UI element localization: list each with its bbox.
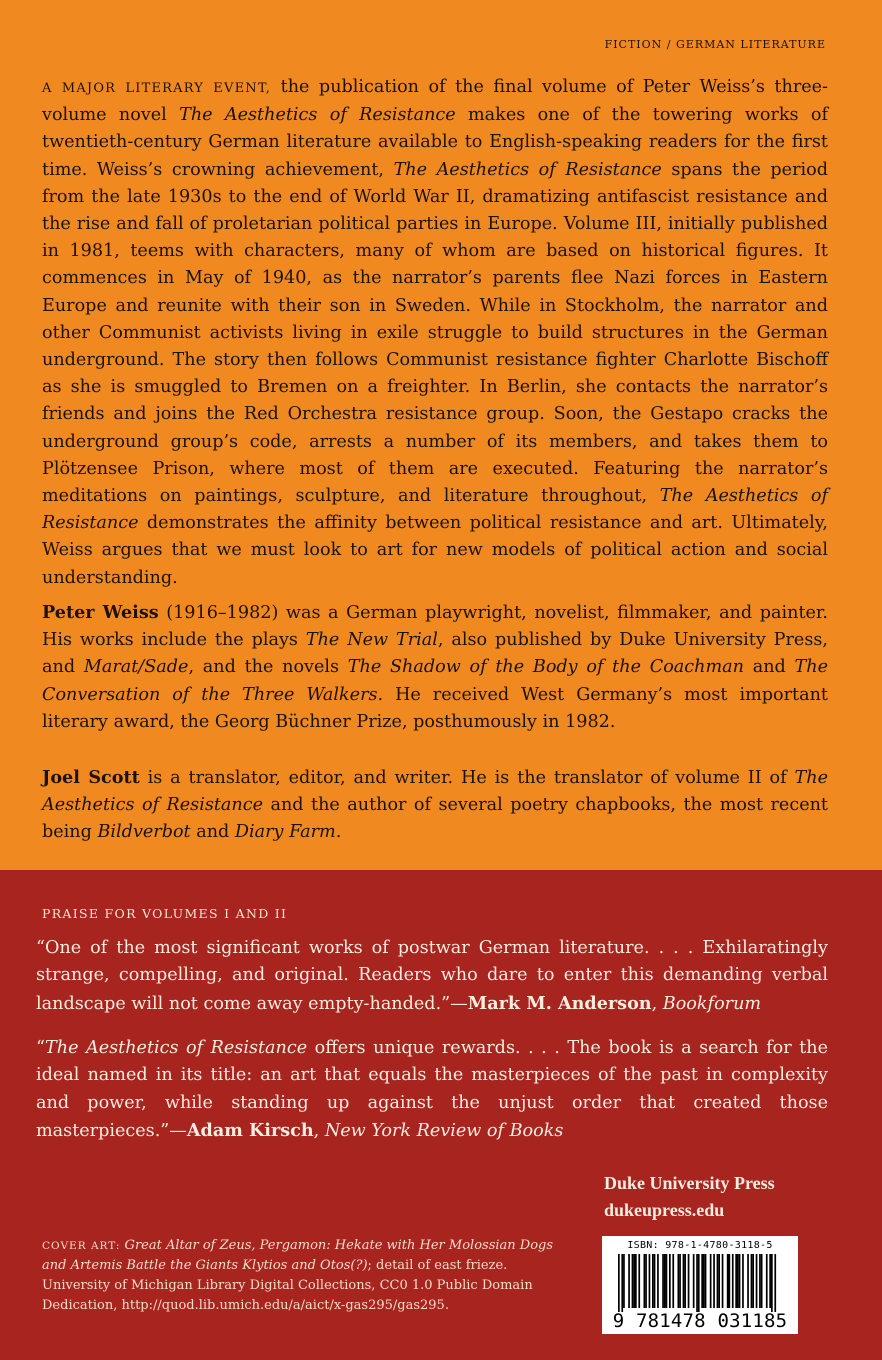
quote-1-sep: , (651, 993, 663, 1014)
barcode-bar (679, 1254, 681, 1308)
quote-1-text: “One of the most significant works of postwar German literature. . . . Exhilaratingly strange, compelling, and original. Readers who dare to enter this demanding verbal landscape will not come away empty-handed.”— (36, 938, 828, 1014)
quote-2-sep: , (313, 1121, 325, 1142)
description-blurb (42, 74, 828, 592)
barcode-bar (666, 1254, 668, 1308)
category-label: FICTION / GERMAN LITERATURE (604, 38, 826, 51)
barcode-bar (769, 1254, 771, 1308)
barcode-digits: 9 781478 031185 (612, 1310, 788, 1332)
praise-quote-2 (36, 1035, 828, 1146)
blurb-text-3: spans the period from the late 1930s to the end of World War II, dramatizing antifascist resistance and the rise and fall of proletarian political parties in Europe. Volume III, initially published in 1981, teems with characters, many of whom are based on historical figures. It commences in May of 1940, as the narrator’s parents flee Nazi forces in Eastern Europe and reunite with their son in Sweden. While in Stockholm, the narrator and other Communist activists living in exile struggle to build structures in the German underground. The story then follows Communist resistance fighter Charlotte Bischoff as she is smuggled to Bremen on a freighter. In Berlin, she contacts the narrator’s friends and joins the Red Orchestra resistance group. Soon, the Gestapo cracks the underground group’s code, arrests a number of its members, and takes them to Plötzensee Prison, where most of them are executed. Featuring the narrator’s meditations on paintings, sculpture, and literature throughout, (42, 159, 828, 507)
author-work-4: The Conversation of the Three Walkers. (42, 657, 828, 705)
cover-art-label: COVER ART: (42, 1240, 121, 1252)
author-work-3: The Shadow of the Body of the Coachman (347, 657, 744, 678)
author-bio-text-1: (1916–1982) was a German playwright, novelist, filmmaker, and painter. His works include the plays (42, 603, 828, 651)
barcode-bar (756, 1254, 758, 1308)
barcode-bar (623, 1254, 625, 1308)
barcode-bar (684, 1254, 686, 1308)
translator-bio (42, 764, 828, 847)
barcode-bar (722, 1254, 724, 1308)
barcode-bar (698, 1254, 700, 1312)
author-bio-text-5: He received West Germany’s most important literary award, the Georg Büchner Prize, posthumously in 1982. (42, 684, 828, 732)
barcode-bar (703, 1254, 705, 1308)
barcode-bar (732, 1254, 734, 1308)
barcode-bar (662, 1254, 664, 1308)
publisher-block (604, 1170, 775, 1224)
barcode-bar (632, 1254, 634, 1308)
author-work-2: Marat/Sade (83, 657, 189, 678)
quote-1-author: Mark M. Anderson (467, 992, 652, 1014)
blurb-text-1: the publication of the final volume of Peter Weiss’s three-volume novel (42, 77, 828, 126)
barcode-bar (771, 1254, 773, 1312)
translator-bio-text-4: . (335, 822, 342, 843)
cover-art-title: Great Altar of Zeus, Pergamon: Hekate with Her Molossian Dogs and Artemis Battle the Giants Klytios and Otos(?) (42, 1238, 554, 1273)
blurb-title-1: The Aesthetics of Resistance (179, 105, 456, 126)
translator-bio-text-2: and the author of several poetry chapbooks, the most recent being (42, 795, 829, 843)
barcode-bar (701, 1254, 703, 1308)
quote-2-title: The Aesthetics of Resistance (45, 1038, 308, 1058)
barcode-bar (766, 1254, 768, 1308)
barcode-bar (649, 1254, 651, 1308)
author-name: Peter Weiss (42, 602, 159, 623)
publisher-url: dukeupress.edu (604, 1200, 725, 1220)
author-bio-text-4: and (743, 657, 795, 678)
barcode-bar (664, 1254, 666, 1308)
barcode-bar (644, 1254, 646, 1308)
author-bio-text-2: , also published by Duke University Press, and (42, 630, 828, 678)
praise-heading: PRAISE FOR VOLUMES I AND II (42, 906, 288, 921)
barcode-bar (621, 1254, 623, 1312)
barcode-bar (752, 1254, 754, 1308)
quote-2-author: Adam Kirsch (186, 1120, 314, 1142)
barcode-bar (683, 1254, 685, 1308)
barcode-bar (657, 1254, 659, 1308)
barcode-bar (742, 1254, 744, 1308)
barcode-bar (678, 1254, 680, 1308)
barcode-bar (638, 1254, 640, 1308)
blurb-text-2: makes one of the towering works of twentieth-century German literature available to English-speaking readers for the first time. Weiss’s crowning achievement, (42, 105, 828, 180)
translator-work-1: The Aesthetics of Resistance (42, 768, 828, 816)
translator-bio-text-1: is a translator, editor, and writer. He is the translator of volume II of (139, 768, 795, 788)
barcode-bar (628, 1254, 630, 1308)
barcode-bar (618, 1254, 620, 1312)
barcode-bar (761, 1254, 763, 1308)
author-work-1: The New Trial (305, 630, 438, 651)
cover-art-rest: ; detail of east frieze. University of Michigan Library Digital Collections, CC0 1.0 Public Domain Dedication, http://quod.lib.umich.edu/a/aict/x-gas295/gas295. (42, 1258, 533, 1313)
barcode-bar (669, 1254, 671, 1308)
barcode-bar (774, 1254, 776, 1312)
publisher-name: Duke University Press (604, 1173, 775, 1193)
barcode-bar (747, 1254, 749, 1308)
barcode-bar (705, 1254, 707, 1308)
barcode-bar (672, 1254, 674, 1308)
barcode-bar (654, 1254, 656, 1308)
author-bio (42, 599, 828, 736)
author-bio-text-3: , and the novels (188, 657, 348, 678)
barcode-bar (729, 1254, 731, 1308)
barcode-bar (696, 1254, 698, 1312)
quote-2-open: “ (36, 1038, 45, 1058)
translator-work-2: Bildverbot (97, 822, 191, 843)
barcode-bar (737, 1254, 739, 1308)
blurb-lead: A MAJOR LITERARY EVENT, (42, 81, 272, 96)
barcode-bar (693, 1254, 695, 1308)
barcode-bar (710, 1254, 712, 1308)
barcode-bar (713, 1254, 715, 1308)
barcode-bar (717, 1254, 719, 1308)
barcode-bar (633, 1254, 635, 1308)
blurb-title-3: The Aesthetics of Resistance (42, 486, 828, 534)
barcode-bar (688, 1254, 690, 1308)
barcode-bar (759, 1254, 761, 1308)
quote-2-text: offers unique rewards. . . . The book is a search for the ideal named in its title: an art that equals the masterpieces of the past in complexity and power, while standing up against the unjust order that created those masterpieces.”— (36, 1038, 828, 1142)
barcode-bar (652, 1254, 654, 1308)
translator-name: Joel Scott (42, 767, 140, 788)
barcode-bar (739, 1254, 741, 1308)
barcode-bar (718, 1254, 720, 1308)
praise-quote-1 (36, 935, 828, 1018)
blurb-text-4: demonstrates the affinity between political resistance and art. Ultimately, Weiss argues that we must look to art for new models of political action and social understanding. (42, 513, 828, 588)
barcode-bar (727, 1254, 729, 1308)
cover-art-credit (42, 1236, 572, 1316)
barcode-bar (735, 1254, 737, 1308)
barcode-bar (635, 1254, 637, 1308)
barcode-bar (751, 1254, 753, 1308)
translator-work-3: Diary Farm (234, 822, 336, 843)
quote-1-source: Bookforum (662, 993, 762, 1014)
quote-2-source: New York Review of Books (324, 1121, 564, 1142)
barcode (602, 1236, 798, 1334)
blurb-title-2: The Aesthetics of Resistance (393, 159, 662, 180)
isbn-label: ISBN: 978-1-4780-3118-5 (627, 1240, 773, 1251)
barcode-bar (645, 1254, 647, 1308)
translator-bio-text-3: and (190, 822, 235, 843)
